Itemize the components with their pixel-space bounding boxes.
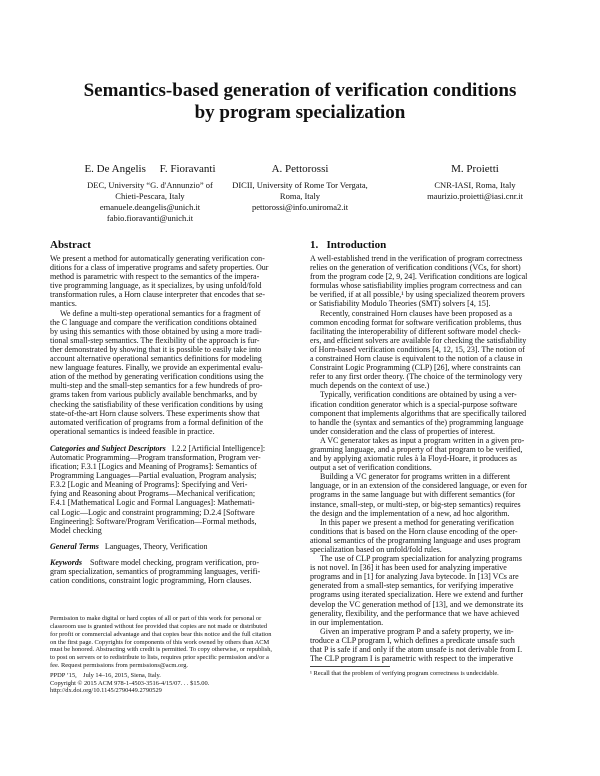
text-line: ification; F.3.1 [Logics and Meaning of Programs]: Semantics of bbox=[50, 462, 257, 472]
text-line: In this paper we present a method for generating verification bbox=[320, 517, 514, 527]
intro-paragraph-6 bbox=[310, 518, 558, 554]
text-line: relies on the generation of verification conditions (VCs, for short) bbox=[310, 263, 521, 273]
text-line: in our implementation. bbox=[310, 617, 384, 627]
text-line: ification condition generator which is a special-purpose software bbox=[310, 399, 518, 409]
text-line: a constrained Horn clause is equivalent to the notion of a clause in bbox=[310, 354, 523, 364]
text-line: A VC generator takes as input a program written in a given pro- bbox=[320, 435, 525, 445]
categories-heading: Categories and Subject Descriptors bbox=[50, 443, 166, 453]
intro-paragraph-1 bbox=[310, 254, 558, 309]
author-affiliation: Chieti-Pescara, Italy bbox=[115, 191, 185, 201]
abstract-paragraph-2 bbox=[50, 309, 310, 436]
text-line: programs in the same language but with different semantics (for bbox=[310, 490, 515, 500]
text-line: automated verification of programs from a formal definition of the bbox=[50, 417, 264, 427]
intro-paragraph-2 bbox=[310, 309, 558, 391]
author-names: E. De Angelis F. Fioravanti bbox=[84, 163, 216, 175]
introduction-heading: 1. Introduction bbox=[310, 239, 387, 251]
author-name: A. Pettorossi bbox=[271, 163, 329, 175]
conference-line: PPDP ’15, July 14–16, 2015, Siena, Italy. bbox=[50, 671, 161, 679]
text-line: specialization based on unfold/fold rules. bbox=[310, 545, 442, 554]
text-line: I.2.2 [Artificial Intelligence]: bbox=[171, 443, 266, 453]
text-line: and by applying axiomatic rules à la Floyd-Hoare, it produces as bbox=[310, 454, 517, 464]
text-line: Software model checking, program verification, pro- bbox=[90, 557, 260, 567]
footnote: ¹ Recall that the problem of verifying program correctness is undecidable. bbox=[310, 670, 499, 678]
text-line: A well-established trend in the verification of program correctness bbox=[310, 254, 523, 263]
text-line: gram specialization, semantics of programming languages, verifi- bbox=[50, 567, 261, 576]
general-terms-text: Languages, Theory, Verification bbox=[104, 541, 208, 551]
keywords-heading: Keywords bbox=[50, 557, 82, 567]
author-email: pettorossi@info.uniroma2.it bbox=[251, 202, 349, 212]
fine-line: classroom use is granted without fee provided that copies are not made or distributed bbox=[50, 622, 268, 630]
text-line: operational semantics is indeed feasible in practice. bbox=[50, 426, 215, 436]
text-line: component that implements algorithms that are specifically tailored bbox=[310, 408, 527, 418]
text-line: F.4.1 [Mathematical Logic and Formal Languages]: Mathemati- bbox=[50, 498, 255, 508]
keywords-section bbox=[50, 558, 310, 585]
abstract-paragraph-1 bbox=[50, 254, 310, 309]
title-line-1: Semantics-based generation of verification conditions bbox=[83, 80, 517, 101]
text-line: ditions for a class of imperative programs and safety properties. Our bbox=[50, 263, 269, 273]
text-line: programs and in [1] for analyzing Java bytecode. In [13] VCs are bbox=[310, 572, 519, 582]
text-line: Automatic Programming—Program transformation, Program ver- bbox=[50, 452, 261, 462]
text-line: language, or in an extension of the considered language, or even for bbox=[310, 481, 528, 491]
text-line: Model checking bbox=[50, 525, 102, 535]
intro-paragraph-5 bbox=[310, 472, 558, 517]
text-line: by using this semantics with those obtained by using a more tradi- bbox=[50, 326, 262, 336]
left-column bbox=[50, 238, 310, 695]
text-line: Programming Languages—Partial evaluation, Program analysis; bbox=[50, 471, 257, 481]
text-line: Recently, constrained Horn clauses have been proposed as a bbox=[320, 308, 513, 318]
categories-section bbox=[50, 444, 310, 535]
text-line: tive programming language, as it specializes, by using unfold/fold bbox=[50, 281, 262, 291]
fine-line: to post on servers or to redistribute to lists, requires prior specific permission and/or a bbox=[50, 654, 269, 662]
text-line: is not novel. In [36] it has been used for analyzing imperative bbox=[310, 563, 507, 573]
general-terms-heading: General Terms bbox=[50, 541, 99, 551]
text-line: the C language and compare the verification conditions obtained bbox=[50, 317, 257, 327]
text-line: mantics. bbox=[50, 299, 77, 309]
text-line: ther demonstrated by showing that it is possible to easily take into bbox=[50, 344, 262, 354]
footnote-divider bbox=[310, 666, 390, 667]
text-line: formulas whose satisfiability implies program correctness and can bbox=[310, 281, 522, 291]
author-name: M. Proietti bbox=[451, 163, 499, 175]
text-line: common encoding format for software verification problems, thus bbox=[310, 317, 522, 327]
abstract-heading: Abstract bbox=[50, 239, 91, 251]
fine-line: fee. Request permissions from permissions@acm.org. bbox=[50, 661, 188, 669]
text-line: generality, flexibility, and the performance that we have achieved bbox=[310, 608, 520, 618]
text-line: We present a method for automatically generating verification con- bbox=[50, 254, 265, 263]
text-line: the design and the implementation of a new, ad hoc algorithm. bbox=[310, 508, 510, 518]
text-line: under consideration and the class of properties of interest. bbox=[310, 426, 496, 436]
permission-notice bbox=[50, 615, 310, 670]
text-line: state-of-the-art Horn clause solvers. These experiments show that bbox=[50, 408, 260, 418]
text-line: refer to any first order theory. (The choice of the terminology very bbox=[310, 372, 523, 382]
text-line: F.3.2 [Logic and Meaning of Programs]: Specifying and Veri- bbox=[50, 480, 248, 490]
text-line: troduce a CLP program I, which defines a predicate unsafe such bbox=[310, 635, 515, 645]
copyright-line: Copyright © 2015 ACM 978-1-4503-3516-4/15/07. . . $15.00. bbox=[50, 679, 210, 687]
text-line: Constraint Logic Programming (CLP) [26], where constraints can bbox=[310, 363, 521, 373]
intro-paragraph-8 bbox=[310, 627, 558, 663]
text-line: of Horn-based verification conditions [4, 12, 15, 23]. The notion of bbox=[310, 344, 525, 354]
text-line: Typically, verification conditions are obtained by using a ver- bbox=[320, 390, 517, 400]
text-line: Building a VC generator for programs written in a different bbox=[320, 472, 511, 482]
text-line: grams taken from various publicly available benchmarks, and by bbox=[50, 390, 258, 400]
text-line: We define a multi-step operational semantics for a fragment of bbox=[60, 308, 261, 318]
fine-line: Permission to make digital or hard copies of all or part of this work for personal or bbox=[50, 615, 262, 623]
intro-paragraph-4 bbox=[310, 436, 558, 472]
text-line: be verified, if at all possible,¹ by using specialized theorem provers bbox=[310, 290, 525, 300]
author-email: emanuele.deangelis@unich.it bbox=[99, 202, 201, 212]
text-line: ational semantics of the programming language and uses program bbox=[310, 535, 521, 545]
fine-line: for profit or commercial advantage and that copies bear this notice and the full citation bbox=[50, 630, 272, 638]
doi-link[interactable]: http://dx.doi.org/10.1145/2790449.2790529 bbox=[50, 687, 162, 695]
fine-line: must be honored. Abstracting with credit is permitted. To copy otherwise, or republish, bbox=[50, 646, 272, 654]
text-line: or Satisfiability Modulo Theories (SMT) solvers [4, 15]. bbox=[310, 299, 491, 309]
title-line-2: by program specialization bbox=[194, 102, 406, 123]
text-line: transformation rules, a Horn clause interpreter that encodes that se- bbox=[50, 290, 266, 300]
text-line: new language features. Finally, we provide an experimental evalu- bbox=[50, 363, 263, 373]
fine-line: on the first page. Copyrights for components of this work owned by others than ACM bbox=[50, 638, 270, 646]
author-email: maurizio.proietti@iasi.cnr.it bbox=[427, 191, 523, 201]
text-line: Engineering]: Software/Program Verification—Formal methods, bbox=[50, 516, 257, 526]
intro-paragraph-3 bbox=[310, 390, 558, 435]
author-affiliation: Roma, Italy bbox=[279, 191, 321, 201]
text-line: The use of CLP program specialization for analyzing programs bbox=[320, 554, 522, 564]
text-line: facilitating the interoperability of different software model check- bbox=[310, 326, 521, 336]
text-line: tional small-step semantics. The flexibility of the approach is fur- bbox=[50, 335, 260, 345]
author-block-2 bbox=[225, 162, 375, 213]
text-line: much depends on the context of use.) bbox=[310, 381, 430, 391]
author-block-1 bbox=[75, 162, 225, 224]
text-line: to handle the (syntax and semantics of the) programming language bbox=[310, 417, 524, 427]
text-line: from the program code [2, 9, 24]. Verification conditions are logical bbox=[310, 272, 528, 282]
text-line: develop the VC generation method of [13], and we demonstrate its bbox=[310, 599, 524, 609]
text-line: method is parametric with respect to the semantics of the impera- bbox=[50, 272, 260, 282]
text-line: The CLP program I is parametric with respect to the imperative bbox=[310, 654, 514, 664]
text-line: Given an imperative program P and a safety property, we in- bbox=[320, 626, 514, 636]
text-line: account alternative operational semantics definitions for modeling bbox=[50, 354, 262, 364]
publication-info bbox=[50, 672, 310, 695]
text-line: programs using iterated specialization. Here we extend and further bbox=[310, 590, 524, 600]
general-terms-section bbox=[50, 542, 310, 551]
author-affiliation: CNR-IASI, Roma, Italy bbox=[434, 180, 516, 190]
text-line: output a set of verification conditions. bbox=[310, 463, 432, 473]
text-line: gramming language, and a property of that program to be verified, bbox=[310, 444, 523, 454]
paper-title bbox=[60, 80, 540, 124]
text-line: cal Logic—Logic and constraint programming; D.2.4 [Software bbox=[50, 507, 255, 517]
author-affiliation: DEC, University “G. d'Annunzio” of bbox=[87, 180, 213, 190]
author-affiliation: DICII, University of Rome Tor Vergata, bbox=[232, 180, 368, 190]
text-line: ers, and efficient solvers are available for checking the satisfiability bbox=[310, 335, 527, 345]
right-column bbox=[310, 238, 558, 678]
text-line: fying and Reasoning about Programs—Mechanical verification; bbox=[50, 489, 256, 499]
author-email: fabio.fioravanti@unich.it bbox=[106, 213, 194, 223]
text-line: that P is safe if and only if the atom unsafe is not derivable from I. bbox=[310, 645, 523, 655]
author-block-3 bbox=[400, 162, 550, 202]
text-line: cation conditions, constraint logic programming, Horn clauses. bbox=[50, 576, 252, 586]
intro-paragraph-7 bbox=[310, 554, 558, 627]
text-line: conditions that is based on the Horn clause encoding of the oper- bbox=[310, 526, 518, 536]
text-line: ation of the method by generating verification conditions using the bbox=[50, 372, 264, 382]
text-line: multi-step and the small-step semantics for a few hundreds of pro- bbox=[50, 381, 263, 391]
text-line: generated from a small-step semantics, for verifying imperative bbox=[310, 581, 514, 591]
text-line: instance, small-step, or multi-step, or big-step semantics) requires bbox=[310, 499, 521, 509]
text-line: checking the satisfiability of these verification conditions by using bbox=[50, 399, 263, 409]
